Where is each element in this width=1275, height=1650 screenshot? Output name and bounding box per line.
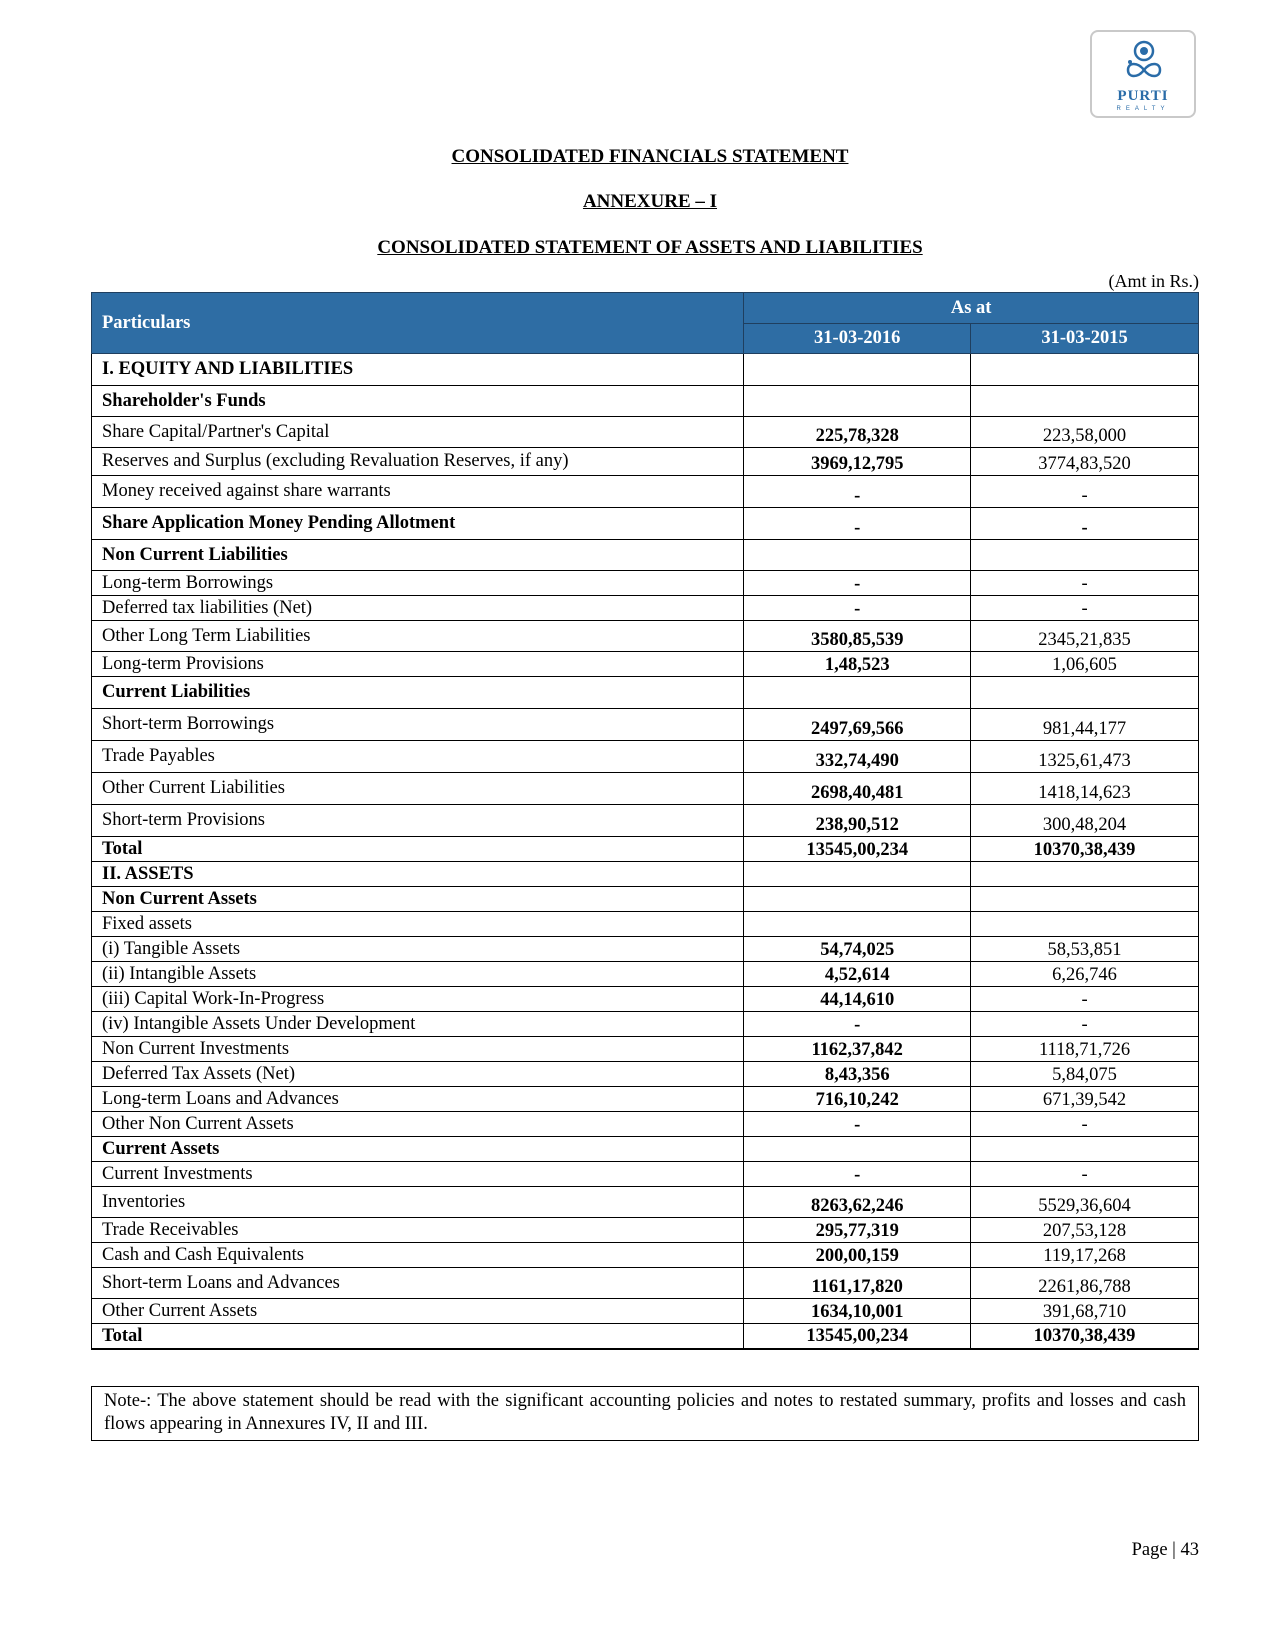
row-value-2015: - — [971, 1112, 1199, 1137]
header-particulars: Particulars — [92, 293, 744, 354]
logo-emblem-icon — [1124, 38, 1164, 90]
row-particular: Shareholder's Funds — [92, 386, 744, 417]
table-body — [92, 354, 1199, 1349]
table-row — [92, 417, 1199, 448]
row-value-2015: - — [971, 476, 1199, 508]
row-particular: Non Current Liabilities — [92, 540, 744, 571]
table-row — [92, 596, 1199, 621]
header-date-2015: 31-03-2015 — [971, 324, 1199, 354]
main-heading: CONSOLIDATED FINANCIALS STATEMENT — [451, 146, 849, 167]
row-particular: I. EQUITY AND LIABILITIES — [92, 354, 744, 386]
row-value-2015: - — [971, 1012, 1199, 1037]
table-row — [92, 773, 1199, 805]
row-value-2016: 716,10,242 — [744, 1087, 971, 1112]
row-value-2015: 5,84,075 — [971, 1062, 1199, 1087]
table-row — [92, 354, 1199, 386]
annexure-heading: ANNEXURE – I — [582, 191, 718, 212]
row-value-2015: 5529,36,604 — [971, 1187, 1199, 1218]
row-value-2016: 54,74,025 — [744, 937, 971, 962]
row-value-2015: 6,26,746 — [971, 962, 1199, 987]
footnote: Note-: The above statement should be read with the significant accounting policies and notes to restated summary, profits and losses and cash flows appearing in Annexures IV, II and III. — [91, 1386, 1199, 1441]
row-particular: Current Investments — [92, 1162, 744, 1187]
row-particular: II. ASSETS — [92, 862, 744, 887]
row-value-2015: - — [971, 508, 1199, 540]
row-value-2016 — [744, 887, 971, 912]
table-row — [92, 805, 1199, 837]
row-particular: Long-term Borrowings — [92, 571, 744, 596]
row-value-2015: - — [971, 571, 1199, 596]
table-row — [92, 937, 1199, 962]
row-particular: Deferred tax liabilities (Net) — [92, 596, 744, 621]
row-value-2016: 1,48,523 — [744, 652, 971, 677]
row-particular: Non Current Investments — [92, 1037, 744, 1062]
row-value-2015: 10370,38,439 — [971, 837, 1199, 862]
table-row — [92, 571, 1199, 596]
row-value-2016: 3580,85,539 — [744, 621, 971, 652]
table-row — [92, 962, 1199, 987]
table-row — [92, 476, 1199, 508]
amount-unit-note: (Amt in Rs.) — [1108, 271, 1199, 291]
row-particular: Long-term Provisions — [92, 652, 744, 677]
row-value-2015: 1118,71,726 — [971, 1037, 1199, 1062]
row-value-2016: 8263,62,246 — [744, 1187, 971, 1218]
row-value-2015: 119,17,268 — [971, 1243, 1199, 1268]
table-row — [92, 448, 1199, 476]
table-row — [92, 912, 1199, 937]
row-value-2016: 13545,00,234 — [744, 1324, 971, 1349]
table-row — [92, 1112, 1199, 1137]
row-value-2015: 2345,21,835 — [971, 621, 1199, 652]
row-value-2016: - — [744, 508, 971, 540]
table-row — [92, 386, 1199, 417]
header-date-2016: 31-03-2016 — [744, 324, 971, 354]
table-row — [92, 862, 1199, 887]
row-value-2016: 2497,69,566 — [744, 709, 971, 741]
row-value-2015: - — [971, 596, 1199, 621]
row-value-2016: - — [744, 596, 971, 621]
row-value-2016: - — [744, 1012, 971, 1037]
table-row — [92, 677, 1199, 709]
row-value-2016: 332,74,490 — [744, 741, 971, 773]
table-row — [92, 987, 1199, 1012]
row-value-2015: 981,44,177 — [971, 709, 1199, 741]
row-particular: Trade Receivables — [92, 1218, 744, 1243]
row-particular: Share Application Money Pending Allotment — [92, 508, 744, 540]
row-particular: (iv) Intangible Assets Under Development — [92, 1012, 744, 1037]
row-value-2016: - — [744, 571, 971, 596]
row-value-2015: 223,58,000 — [971, 417, 1199, 448]
table-row — [92, 1062, 1199, 1087]
row-value-2016 — [744, 912, 971, 937]
row-value-2016 — [744, 540, 971, 571]
row-particular: Other Long Term Liabilities — [92, 621, 744, 652]
logo-name: PURTI — [1117, 88, 1169, 104]
table-row — [92, 1243, 1199, 1268]
row-particular: Inventories — [92, 1187, 744, 1218]
row-particular: Other Current Liabilities — [92, 773, 744, 805]
row-particular: Short-term Borrowings — [92, 709, 744, 741]
row-value-2016: - — [744, 1112, 971, 1137]
row-value-2016: 1634,10,001 — [744, 1299, 971, 1324]
table-row — [92, 1087, 1199, 1112]
row-particular: Short-term Provisions — [92, 805, 744, 837]
row-value-2016: 2698,40,481 — [744, 773, 971, 805]
table-row — [92, 1324, 1199, 1349]
table-row — [92, 1137, 1199, 1162]
table-row — [92, 1162, 1199, 1187]
table-row — [92, 1012, 1199, 1037]
row-particular: Share Capital/Partner's Capital — [92, 417, 744, 448]
row-value-2015 — [971, 677, 1199, 709]
row-particular: Non Current Assets — [92, 887, 744, 912]
row-value-2016 — [744, 354, 971, 386]
row-value-2016: - — [744, 1162, 971, 1187]
row-value-2015 — [971, 912, 1199, 937]
row-value-2016: 200,00,159 — [744, 1243, 971, 1268]
row-particular: (i) Tangible Assets — [92, 937, 744, 962]
row-value-2016 — [744, 386, 971, 417]
table-row — [92, 652, 1199, 677]
row-particular: Total — [92, 837, 744, 862]
row-particular: Total — [92, 1324, 744, 1349]
table-row — [92, 621, 1199, 652]
row-value-2016: 1162,37,842 — [744, 1037, 971, 1062]
table-row — [92, 1187, 1199, 1218]
table-row — [92, 709, 1199, 741]
row-particular: (iii) Capital Work-In-Progress — [92, 987, 744, 1012]
table-row — [92, 887, 1199, 912]
row-value-2016: 1161,17,820 — [744, 1268, 971, 1299]
table-row — [92, 1218, 1199, 1243]
row-particular: Cash and Cash Equivalents — [92, 1243, 744, 1268]
row-value-2015: 391,68,710 — [971, 1299, 1199, 1324]
row-value-2015: 300,48,204 — [971, 805, 1199, 837]
row-value-2016: 225,78,328 — [744, 417, 971, 448]
row-particular: Short-term Loans and Advances — [92, 1268, 744, 1299]
row-value-2015: 671,39,542 — [971, 1087, 1199, 1112]
table-row — [92, 1268, 1199, 1299]
row-value-2015 — [971, 540, 1199, 571]
row-value-2015: 1325,61,473 — [971, 741, 1199, 773]
company-logo — [1090, 30, 1196, 118]
row-particular: Reserves and Surplus (excluding Revaluation Reserves, if any) — [92, 448, 744, 476]
row-value-2015: 10370,38,439 — [971, 1324, 1199, 1349]
logo-subtitle: REALTY — [1116, 106, 1170, 112]
row-value-2016 — [744, 1137, 971, 1162]
table-row — [92, 508, 1199, 540]
header-as-at: As at — [744, 293, 1199, 324]
row-particular: Other Current Assets — [92, 1299, 744, 1324]
row-value-2015: 2261,86,788 — [971, 1268, 1199, 1299]
row-particular: Long-term Loans and Advances — [92, 1087, 744, 1112]
row-value-2016: 13545,00,234 — [744, 837, 971, 862]
row-value-2016: 3969,12,795 — [744, 448, 971, 476]
row-value-2016: 44,14,610 — [744, 987, 971, 1012]
row-value-2016: 238,90,512 — [744, 805, 971, 837]
table-row — [92, 1299, 1199, 1324]
row-value-2015 — [971, 354, 1199, 386]
assets-liabilities-table — [91, 292, 1199, 1350]
row-particular: Trade Payables — [92, 741, 744, 773]
row-value-2016: 295,77,319 — [744, 1218, 971, 1243]
row-value-2015 — [971, 386, 1199, 417]
table-row — [92, 540, 1199, 571]
row-value-2016: - — [744, 476, 971, 508]
row-value-2015: 1,06,605 — [971, 652, 1199, 677]
row-value-2016 — [744, 677, 971, 709]
table-row — [92, 837, 1199, 862]
row-value-2015 — [971, 1137, 1199, 1162]
page-number: Page | 43 — [1131, 1540, 1199, 1560]
row-value-2015: - — [971, 987, 1199, 1012]
row-value-2015: - — [971, 1162, 1199, 1187]
row-value-2015: 1418,14,623 — [971, 773, 1199, 805]
row-value-2016: 4,52,614 — [744, 962, 971, 987]
row-value-2015 — [971, 862, 1199, 887]
row-value-2016: 8,43,356 — [744, 1062, 971, 1087]
row-value-2015: 58,53,851 — [971, 937, 1199, 962]
row-particular: Current Assets — [92, 1137, 744, 1162]
row-particular: Other Non Current Assets — [92, 1112, 744, 1137]
row-value-2015: 3774,83,520 — [971, 448, 1199, 476]
row-value-2015: 207,53,128 — [971, 1218, 1199, 1243]
row-value-2016 — [744, 862, 971, 887]
statement-heading: CONSOLIDATED STATEMENT OF ASSETS AND LIABILITIES — [377, 237, 923, 258]
row-particular: Deferred Tax Assets (Net) — [92, 1062, 744, 1087]
table-row — [92, 1037, 1199, 1062]
row-particular: Fixed assets — [92, 912, 744, 937]
row-particular: (ii) Intangible Assets — [92, 962, 744, 987]
row-particular: Current Liabilities — [92, 677, 744, 709]
table-row — [92, 741, 1199, 773]
row-particular: Money received against share warrants — [92, 476, 744, 508]
row-value-2015 — [971, 887, 1199, 912]
